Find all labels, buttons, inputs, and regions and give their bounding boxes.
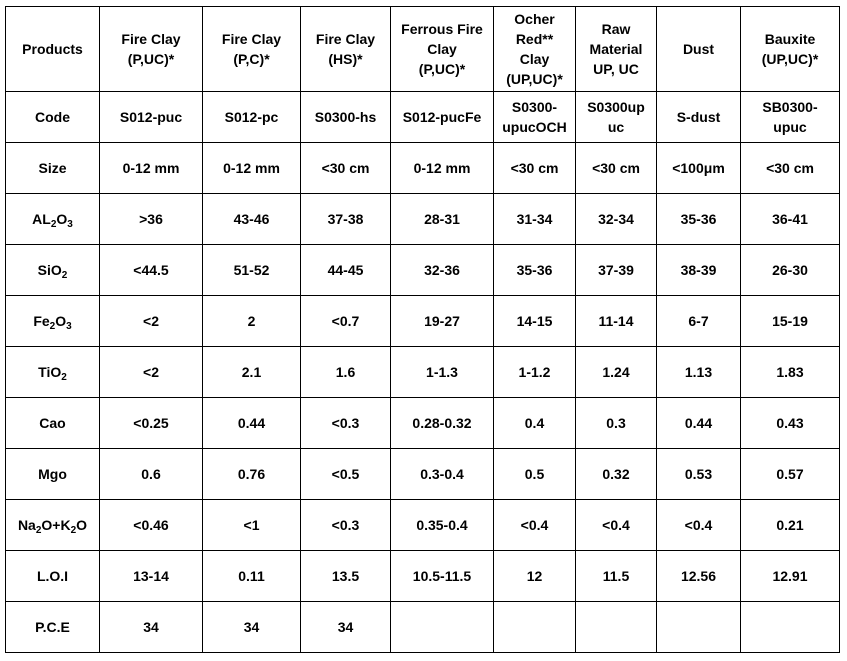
table-cell: 36-41 (741, 194, 840, 245)
row-label-text: L.O.I (36, 568, 69, 584)
formula-subscript: 2 (49, 321, 56, 332)
table-cell: 32-34 (576, 194, 657, 245)
table-cell: 28-31 (391, 194, 494, 245)
row-al2o3 (6, 194, 840, 245)
row-mgo (6, 449, 840, 500)
row-label (6, 347, 100, 398)
column-header: Raw Material UP, UC (576, 7, 657, 92)
table-cell: 13.5 (301, 551, 391, 602)
row-na2o-k2o (6, 500, 840, 551)
row-label (6, 245, 100, 296)
table-cell: 1.13 (657, 347, 741, 398)
table-cell: <0.25 (100, 398, 203, 449)
table-cell: 35-36 (657, 194, 741, 245)
formula-part: O (76, 517, 88, 533)
table-cell: 0-12 mm (203, 143, 301, 194)
table-cell: <2 (100, 347, 203, 398)
table-cell: 26-30 (741, 245, 840, 296)
table-cell: 2 (203, 296, 301, 347)
table-cell: 0.32 (576, 449, 657, 500)
table-cell: 0.57 (741, 449, 840, 500)
row-label-text: Cao (39, 415, 66, 431)
table-cell: <30 cm (301, 143, 391, 194)
table-cell: S012-pc (203, 92, 301, 143)
table-cell: 1-1.3 (391, 347, 494, 398)
column-header: Dust (657, 7, 741, 92)
formula-subscript: 2 (70, 525, 77, 536)
table-cell: 32-36 (391, 245, 494, 296)
row-cao (6, 398, 840, 449)
table-cell: 1-1.2 (494, 347, 576, 398)
table-cell: 35-36 (494, 245, 576, 296)
table-cell: S-dust (657, 92, 741, 143)
table-cell: <0.7 (301, 296, 391, 347)
row-label (6, 143, 100, 194)
table-cell: 15-19 (741, 296, 840, 347)
header-products: Products (6, 7, 100, 92)
table-cell: SB0300- upuc (741, 92, 840, 143)
table-cell: 51-52 (203, 245, 301, 296)
row-fe2o3 (6, 296, 840, 347)
formula-subscript: 2 (35, 525, 42, 536)
table-cell: 34 (100, 602, 203, 653)
row-loi (6, 551, 840, 602)
table-cell: <44.5 (100, 245, 203, 296)
table-cell: <0.46 (100, 500, 203, 551)
formula-part: O (55, 313, 67, 329)
table-cell: 6-7 (657, 296, 741, 347)
table-cell (576, 602, 657, 653)
table-cell: 0.5 (494, 449, 576, 500)
table-cell: 0.3-0.4 (391, 449, 494, 500)
column-header: Fire Clay (P,UC)* (100, 7, 203, 92)
table-cell: 37-39 (576, 245, 657, 296)
table-cell: 11.5 (576, 551, 657, 602)
table-cell: 0.44 (203, 398, 301, 449)
table-cell: S012-pucFe (391, 92, 494, 143)
table-cell: 38-39 (657, 245, 741, 296)
row-label-text: Mgo (38, 466, 67, 482)
table-cell: 13-14 (100, 551, 203, 602)
formula-subscript: 2 (61, 372, 67, 383)
table-cell: 1.6 (301, 347, 391, 398)
table-cell: 12 (494, 551, 576, 602)
table-cell: 11-14 (576, 296, 657, 347)
table-cell: 37-38 (301, 194, 391, 245)
row-label (6, 602, 100, 653)
formula-subscript: 2 (61, 270, 68, 281)
table-cell: 0.4 (494, 398, 576, 449)
table-cell: S012-puc (100, 92, 203, 143)
table-cell (657, 602, 741, 653)
formula-part: Fe (33, 313, 50, 329)
table-cell: 0.44 (657, 398, 741, 449)
table-cell: <30 cm (494, 143, 576, 194)
table-cell: 0.35-0.4 (391, 500, 494, 551)
table-cell: <0.4 (494, 500, 576, 551)
formula-part: SiO (37, 262, 62, 278)
row-label-text: Code (35, 109, 70, 125)
table-cell (741, 602, 840, 653)
table-cell: <0.5 (301, 449, 391, 500)
table-cell (391, 602, 494, 653)
table-cell: 1.24 (576, 347, 657, 398)
table-cell: 0.76 (203, 449, 301, 500)
table-cell: 43-46 (203, 194, 301, 245)
table-cell: 0.28-0.32 (391, 398, 494, 449)
table-cell: 0.6 (100, 449, 203, 500)
row-label (6, 551, 100, 602)
header-row (6, 7, 840, 92)
table-cell: <2 (100, 296, 203, 347)
column-header: Fire Clay (HS)* (301, 7, 391, 92)
row-label (6, 449, 100, 500)
column-header: Fire Clay (P,C)* (203, 7, 301, 92)
table-cell: 0.21 (741, 500, 840, 551)
table-cell: 0.43 (741, 398, 840, 449)
table-cell: 19-27 (391, 296, 494, 347)
row-label-text: Size (38, 160, 67, 176)
row-label (6, 296, 100, 347)
column-header: Bauxite (UP,UC)* (741, 7, 840, 92)
table-cell: 12.91 (741, 551, 840, 602)
table-cell: S0300-hs (301, 92, 391, 143)
column-header: Ocher Red** Clay (UP,UC)* (494, 7, 576, 92)
table-cell: 31-34 (494, 194, 576, 245)
table-cell: 0.53 (657, 449, 741, 500)
table-cell: <0.4 (576, 500, 657, 551)
table-cell: 0.11 (203, 551, 301, 602)
row-label (6, 92, 100, 143)
table-cell: S0300up uc (576, 92, 657, 143)
column-header: Ferrous Fire Clay (P,UC)* (391, 7, 494, 92)
row-label (6, 398, 100, 449)
table-cell: 44-45 (301, 245, 391, 296)
row-sio2 (6, 245, 840, 296)
row-tio2 (6, 347, 840, 398)
row-label-text: P.C.E (35, 619, 70, 635)
row-size (6, 143, 840, 194)
formula-subscript: 3 (67, 219, 73, 230)
table-cell: 34 (203, 602, 301, 653)
table-cell: <0.3 (301, 500, 391, 551)
formula-part: O+K (41, 517, 71, 533)
table-cell: >36 (100, 194, 203, 245)
composition-table (5, 6, 840, 653)
table-cell: 12.56 (657, 551, 741, 602)
formula-part: Na (17, 517, 36, 533)
table-cell: <100μm (657, 143, 741, 194)
table-cell: 14-15 (494, 296, 576, 347)
table-cell: 0-12 mm (391, 143, 494, 194)
table-cell: <30 cm (741, 143, 840, 194)
table-cell: 34 (301, 602, 391, 653)
table-cell (494, 602, 576, 653)
table-cell: 1.83 (741, 347, 840, 398)
table-cell: S0300- upucOCH (494, 92, 576, 143)
row-code (6, 92, 840, 143)
table-cell: <1 (203, 500, 301, 551)
formula-subscript: 3 (66, 321, 72, 332)
row-label (6, 194, 100, 245)
table-cell: <0.4 (657, 500, 741, 551)
table-cell: <0.3 (301, 398, 391, 449)
table-cell: 10.5-11.5 (391, 551, 494, 602)
formula-part: O (56, 211, 68, 227)
formula-subscript: 2 (50, 219, 57, 230)
table-cell: <30 cm (576, 143, 657, 194)
table-cell: 0-12 mm (100, 143, 203, 194)
table-cell: 0.3 (576, 398, 657, 449)
row-pce (6, 602, 840, 653)
row-label (6, 500, 100, 551)
formula-part: AL (32, 211, 51, 227)
formula-part: TiO (38, 364, 62, 380)
table-cell: 2.1 (203, 347, 301, 398)
